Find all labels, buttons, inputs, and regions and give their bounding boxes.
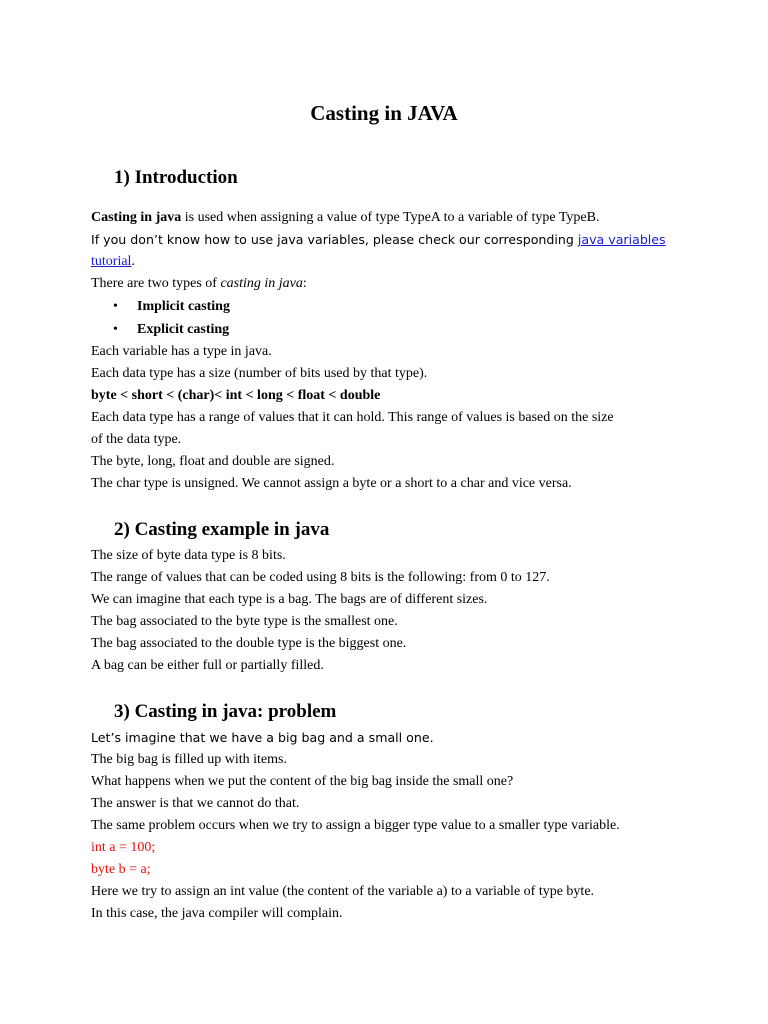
text-line: The bag associated to the byte type is the smallest one. bbox=[91, 614, 398, 629]
intro-paragraph bbox=[91, 208, 599, 228]
section-heading-introduction: 1) Introduction bbox=[114, 167, 238, 188]
java-variables-link[interactable]: java variables bbox=[577, 232, 666, 247]
text-line: We can imagine that each type is a bag. The bags are of different sizes. bbox=[91, 592, 488, 607]
code-line: byte b = a; bbox=[91, 862, 151, 877]
text-line: Let’s imagine that we have a big bag and a small one. bbox=[91, 730, 434, 745]
variables-text: If you don’t know how to use java variables, please check our corresponding bbox=[91, 232, 578, 247]
bullet-dot-icon: • bbox=[113, 322, 118, 337]
text-line: The big bag is filled up with items. bbox=[91, 752, 287, 767]
bullet-dot-icon: • bbox=[113, 299, 118, 314]
types-line bbox=[91, 274, 307, 294]
text-line: The range of values that can be coded using 8 bits is the following: from 0 to 127. bbox=[91, 570, 550, 585]
types-prefix: There are two types of bbox=[91, 276, 221, 291]
section-heading-casting-example: 2) Casting example in java bbox=[114, 519, 330, 540]
code-line: int a = 100; bbox=[91, 840, 156, 855]
text-line: The answer is that we cannot do that. bbox=[91, 796, 300, 811]
signed-line: The byte, long, float and double are signed. bbox=[91, 454, 335, 469]
text-line: What happens when we put the content of the big bag inside the small one? bbox=[91, 774, 514, 789]
bullet-explicit-casting: Explicit casting bbox=[137, 322, 230, 337]
text-line: The size of byte data type is 8 bits. bbox=[91, 548, 286, 563]
intro-rest-text: is used when assigning a value of type TypeA to a variable of type TypeB. bbox=[181, 210, 600, 225]
text-line: Each variable has a type in java. bbox=[91, 344, 272, 359]
section-heading-casting-problem: 3) Casting in java: problem bbox=[114, 701, 337, 722]
text-line: A bag can be either full or partially filled. bbox=[91, 658, 324, 673]
text-line: In this case, the java compiler will complain. bbox=[91, 906, 343, 921]
variables-end: . bbox=[131, 254, 135, 269]
bullet-implicit-casting: Implicit casting bbox=[137, 299, 230, 314]
type-order-line: byte < short < (char)< int < long < float < double bbox=[91, 388, 381, 403]
document-title: Casting in JAVA bbox=[310, 101, 458, 125]
types-suffix: : bbox=[302, 276, 307, 291]
intro-bold-term: Casting in java bbox=[91, 210, 182, 225]
range-line-2: of the data type. bbox=[91, 432, 182, 447]
text-line: Each data type has a size (number of bits used by that type). bbox=[91, 366, 428, 381]
range-line-1: Each data type has a range of values that it can hold. This range of values is based on the size bbox=[91, 410, 614, 425]
unsigned-line: The char type is unsigned. We cannot assign a byte or a short to a char and vice versa. bbox=[91, 476, 572, 491]
text-line: The bag associated to the double type is the biggest one. bbox=[91, 636, 407, 651]
variables-tutorial-line-2 bbox=[91, 252, 135, 272]
types-italic: casting in java bbox=[220, 276, 303, 291]
text-line: Here we try to assign an int value (the content of the variable a) to a variable of type byte. bbox=[91, 884, 595, 899]
variables-tutorial-line bbox=[91, 230, 666, 251]
tutorial-link[interactable]: tutorial bbox=[91, 254, 132, 269]
text-line: The same problem occurs when we try to assign a bigger type value to a smaller type variable. bbox=[91, 818, 620, 833]
